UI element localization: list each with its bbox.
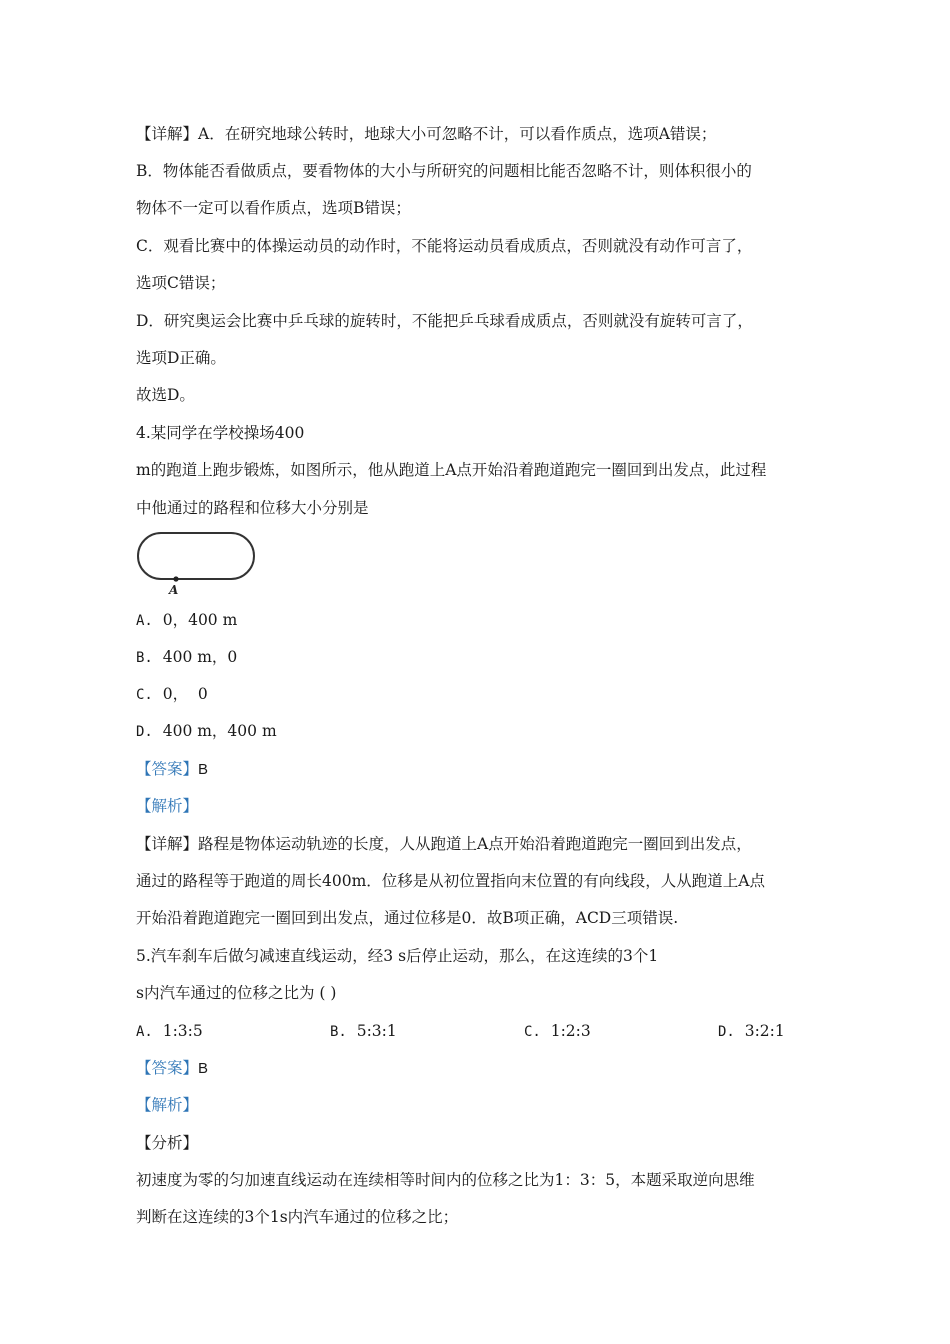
question-5-line-1: 5.汽车刹车后做匀减速直线运动，经3 s后停止运动，那么，在这连续的3个1: [136, 947, 659, 965]
q5-option-d: [718, 1021, 785, 1042]
option-text: 400 m，0: [162, 648, 238, 666]
option-label: D.: [718, 1024, 735, 1040]
q4-detail-line-1: 【详解】路程是物体运动轨迹的长度，人从跑道上A点开始沿着跑道跑完一圈回到出发点，: [136, 835, 752, 853]
q5-option-b: [330, 1021, 397, 1042]
q5-options-row: [136, 1021, 836, 1041]
track-outline: [138, 533, 254, 579]
q4-detail-line-2: 通过的路程等于跑道的周长400m．位移是从初位置指向末位置的有向线段，人从跑道上A点: [136, 872, 765, 890]
detail-paragraph-2b: 物体不一定可以看作质点，选项B错误；: [136, 199, 411, 217]
option-label: A.: [136, 1024, 153, 1040]
option-label: B.: [136, 650, 153, 666]
answer-tag: 【答案】: [136, 760, 199, 778]
option-label: B.: [330, 1024, 347, 1040]
q5-option-a: [136, 1021, 203, 1042]
q5-analysis-tag: 【解析】: [136, 1096, 199, 1114]
detail-paragraph-4a: D．研究奥运会比赛中乒乓球的旋转时，不能把乒乓球看成质点，否则就没有旋转可言了，: [136, 312, 753, 330]
detail-paragraph-1: 【详解】A．在研究地球公转时，地球大小可忽略不计，可以看作质点，选项A错误；: [136, 125, 717, 143]
option-text: 1:2:3: [550, 1022, 591, 1040]
q4-answer-line: [136, 759, 208, 780]
question-4-line-2: m的跑道上跑步锻炼，如图所示，他从跑道上A点开始沿着跑道跑完一圈回到出发点，此过程: [136, 461, 767, 479]
question-5-line-2: s内汽车通过的位移之比为 ( ): [136, 984, 337, 1002]
q4-option-a: [136, 610, 237, 631]
answer-tag: 【答案】: [136, 1059, 199, 1077]
option-label: D.: [136, 724, 153, 740]
q4-analysis-tag: 【解析】: [136, 797, 199, 815]
answer-value: B: [198, 761, 209, 778]
option-text: 5:3:1: [356, 1022, 397, 1040]
question-4-line-3: 中他通过的路程和位移大小分别是: [136, 499, 369, 517]
detail-paragraph-3b: 选项C错误；: [136, 274, 226, 292]
option-text: 400 m，400 m: [162, 722, 277, 740]
q4-option-c: [136, 684, 208, 705]
running-track-svg: [136, 530, 256, 600]
q5-body-line-2: 判断在这连续的3个1s内汽车通过的位移之比；: [136, 1208, 459, 1226]
detail-paragraph-3a: C．观看比赛中的体操运动员的动作时，不能将运动员看成质点，否则就没有动作可言了，: [136, 237, 753, 255]
detail-paragraph-2a: B．物体能否看做质点，要看物体的大小与所研究的问题相比能否忽略不计，则体积很小的: [136, 162, 752, 180]
q4-option-d: [136, 721, 277, 742]
option-text: 0， 0: [162, 685, 208, 703]
q5-fenxi-tag: 【分析】: [136, 1134, 199, 1152]
q5-option-c: [524, 1021, 591, 1042]
q5-answer-line: [136, 1058, 208, 1079]
option-label: C.: [136, 687, 153, 703]
option-label: C.: [524, 1024, 541, 1040]
running-track-figure: [136, 530, 256, 600]
q4-option-b: [136, 647, 237, 668]
answer-value: B: [198, 1060, 209, 1077]
q5-body-line-1: 初速度为零的匀加速直线运动在连续相等时间内的位移之比为1：3：5，本题采取逆向思维: [136, 1171, 755, 1189]
option-text: 0，400 m: [162, 611, 238, 629]
option-label: A.: [136, 613, 153, 629]
detail-paragraph-4b: 选项D正确。: [136, 349, 226, 367]
question-4-line-1: 4.某同学在学校操场400: [136, 424, 305, 442]
point-a-marker: [173, 576, 178, 581]
q4-detail-line-3: 开始沿着跑道跑完一圈回到出发点，通过位移是0．故B项正确，ACD三项错误.: [136, 909, 679, 927]
option-text: 1:3:5: [162, 1022, 203, 1040]
option-text: 3:2:1: [744, 1022, 785, 1040]
point-a-label: A: [169, 583, 179, 597]
conclusion-line: 故选D。: [136, 386, 195, 404]
